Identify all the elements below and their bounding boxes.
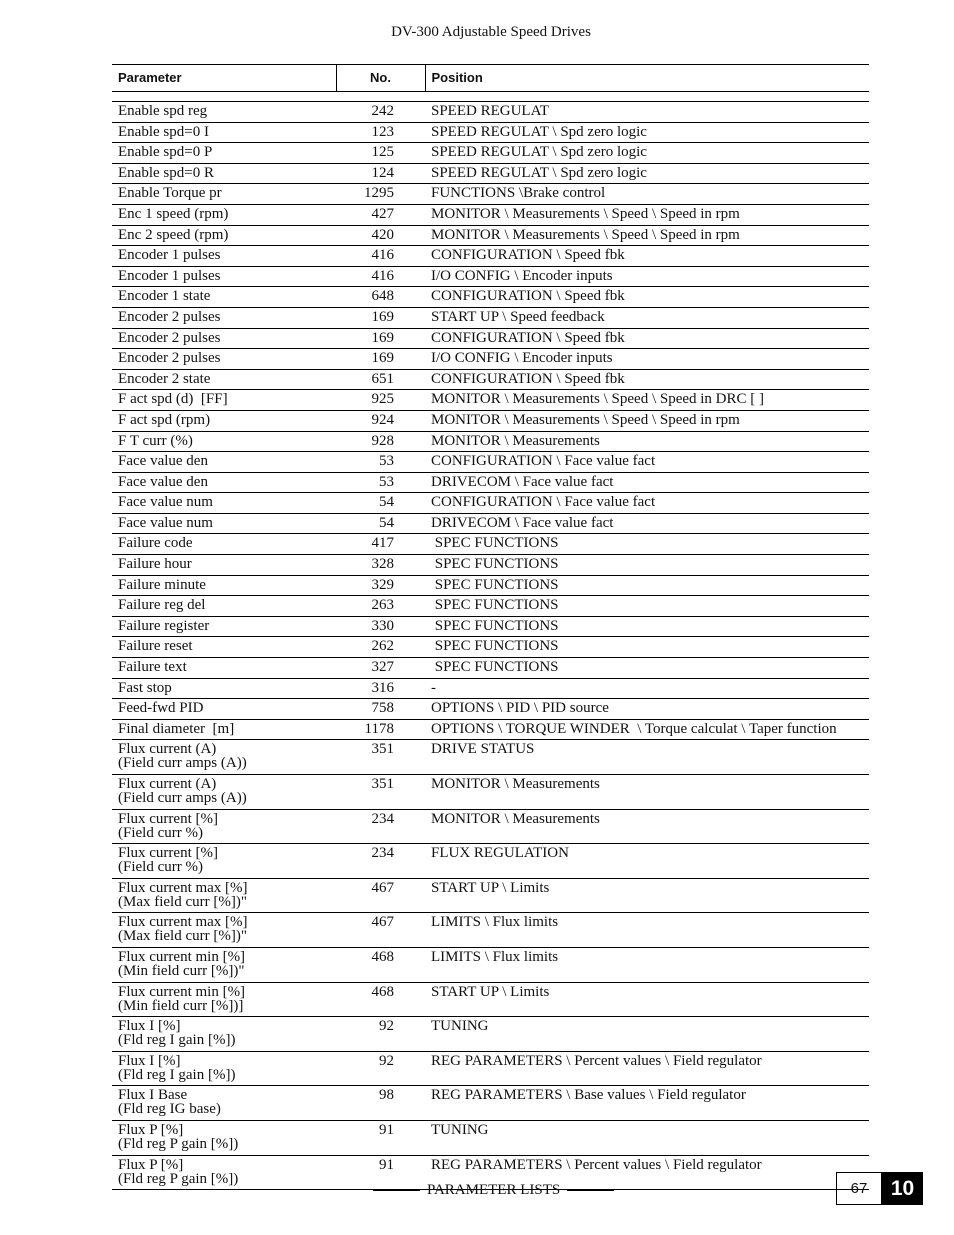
table-row bbox=[112, 410, 869, 431]
position-cell: OPTIONS \ PID \ PID source bbox=[425, 699, 869, 720]
number-cell: 91 bbox=[336, 1120, 425, 1155]
number-cell: 54 bbox=[336, 493, 425, 514]
number-cell: 328 bbox=[336, 555, 425, 576]
parameter-cell: Encoder 2 state bbox=[112, 369, 336, 390]
parameter-cell: Failure code bbox=[112, 534, 336, 555]
parameter-cell: Flux current [%] (Field curr %) bbox=[112, 844, 336, 879]
number-cell: 351 bbox=[336, 740, 425, 775]
position-cell: CONFIGURATION \ Speed fbk bbox=[425, 246, 869, 267]
number-cell: 1295 bbox=[336, 184, 425, 205]
number-cell: 169 bbox=[336, 307, 425, 328]
table-row bbox=[112, 719, 869, 740]
position-cell: MONITOR \ Measurements \ Speed \ Speed in rpm bbox=[425, 225, 869, 246]
number-cell: 467 bbox=[336, 913, 425, 948]
parameter-cell: Failure hour bbox=[112, 555, 336, 576]
table-row bbox=[112, 493, 869, 514]
parameter-cell: Failure reset bbox=[112, 637, 336, 658]
footer-rule-right bbox=[567, 1190, 614, 1191]
parameter-cell: Enable Torque pr bbox=[112, 184, 336, 205]
parameter-cell: Face value num bbox=[112, 493, 336, 514]
parameter-cell: F act spd (rpm) bbox=[112, 410, 336, 431]
table-row bbox=[112, 913, 869, 948]
parameter-cell: Failure minute bbox=[112, 575, 336, 596]
number-cell: 467 bbox=[336, 878, 425, 913]
position-cell: SPEC FUNCTIONS bbox=[425, 555, 869, 576]
number-cell: 124 bbox=[336, 163, 425, 184]
table-row bbox=[112, 184, 869, 205]
table-row bbox=[112, 699, 869, 720]
parameter-cell: Enc 1 speed (rpm) bbox=[112, 204, 336, 225]
position-cell: CONFIGURATION \ Face value fact bbox=[425, 452, 869, 473]
number-cell: 92 bbox=[336, 1051, 425, 1086]
column-header-position: Position bbox=[425, 65, 869, 92]
number-cell: 416 bbox=[336, 246, 425, 267]
number-cell: 329 bbox=[336, 575, 425, 596]
position-cell: MONITOR \ Measurements \ Speed \ Speed in rpm bbox=[425, 204, 869, 225]
table-row bbox=[112, 596, 869, 617]
table-row bbox=[112, 122, 869, 143]
table-row bbox=[112, 287, 869, 308]
parameter-cell: Encoder 2 pulses bbox=[112, 328, 336, 349]
table-row bbox=[112, 1017, 869, 1052]
table-row bbox=[112, 678, 869, 699]
parameter-cell: Enc 2 speed (rpm) bbox=[112, 225, 336, 246]
parameter-cell: Failure text bbox=[112, 658, 336, 679]
table-row bbox=[112, 947, 869, 982]
parameter-cell: Failure reg del bbox=[112, 596, 336, 617]
parameter-table bbox=[112, 64, 869, 1190]
number-cell: 651 bbox=[336, 369, 425, 390]
parameter-cell: Flux current min [%] (Min field curr [%])] bbox=[112, 982, 336, 1017]
position-cell: - bbox=[425, 678, 869, 699]
table-row bbox=[112, 266, 869, 287]
table-row bbox=[112, 307, 869, 328]
parameter-cell: Flux current (A) (Field curr amps (A)) bbox=[112, 740, 336, 775]
position-cell: I/O CONFIG \ Encoder inputs bbox=[425, 266, 869, 287]
number-cell: 925 bbox=[336, 390, 425, 411]
number-cell: 330 bbox=[336, 616, 425, 637]
position-cell: REG PARAMETERS \ Base values \ Field regulator bbox=[425, 1086, 869, 1121]
table-row bbox=[112, 637, 869, 658]
chapter-tab: 10 bbox=[882, 1172, 923, 1205]
position-cell: SPEC FUNCTIONS bbox=[425, 534, 869, 555]
table-row bbox=[112, 575, 869, 596]
number-cell: 468 bbox=[336, 982, 425, 1017]
position-cell: SPEED REGULAT \ Spd zero logic bbox=[425, 163, 869, 184]
number-cell: 234 bbox=[336, 844, 425, 879]
table-row bbox=[112, 246, 869, 267]
parameter-cell: Encoder 1 pulses bbox=[112, 246, 336, 267]
parameter-cell: Flux P [%] (Fld reg P gain [%]) bbox=[112, 1155, 336, 1190]
table-row bbox=[112, 163, 869, 184]
table-row bbox=[112, 658, 869, 679]
position-cell: FLUX REGULATION bbox=[425, 844, 869, 879]
table-row bbox=[112, 452, 869, 473]
position-cell: LIMITS \ Flux limits bbox=[425, 947, 869, 982]
parameter-cell: Encoder 2 pulses bbox=[112, 307, 336, 328]
number-cell: 758 bbox=[336, 699, 425, 720]
parameter-cell: Enable spd=0 I bbox=[112, 122, 336, 143]
position-cell: DRIVECOM \ Face value fact bbox=[425, 472, 869, 493]
position-cell: SPEC FUNCTIONS bbox=[425, 575, 869, 596]
number-cell: 316 bbox=[336, 678, 425, 699]
parameter-cell: Flux I [%] (Fld reg I gain [%]) bbox=[112, 1017, 336, 1052]
number-cell: 125 bbox=[336, 143, 425, 164]
position-cell: MONITOR \ Measurements \ Speed \ Speed in DRC [ ] bbox=[425, 390, 869, 411]
page-number: 67 bbox=[836, 1172, 882, 1205]
position-cell: TUNING bbox=[425, 1017, 869, 1052]
table-row bbox=[112, 349, 869, 370]
table-row bbox=[112, 1120, 869, 1155]
table-row bbox=[112, 513, 869, 534]
position-cell: START UP \ Limits bbox=[425, 982, 869, 1017]
number-cell: 468 bbox=[336, 947, 425, 982]
parameter-cell: F T curr (%) bbox=[112, 431, 336, 452]
number-cell: 169 bbox=[336, 349, 425, 370]
number-cell: 1178 bbox=[336, 719, 425, 740]
table-row bbox=[112, 844, 869, 879]
number-cell: 169 bbox=[336, 328, 425, 349]
parameter-cell: Flux P [%] (Fld reg P gain [%]) bbox=[112, 1120, 336, 1155]
number-cell: 123 bbox=[336, 122, 425, 143]
parameter-cell: Flux I Base (Fld reg IG base) bbox=[112, 1086, 336, 1121]
number-cell: 327 bbox=[336, 658, 425, 679]
number-cell: 92 bbox=[336, 1017, 425, 1052]
number-cell: 53 bbox=[336, 452, 425, 473]
position-cell: CONFIGURATION \ Speed fbk bbox=[425, 287, 869, 308]
number-cell: 648 bbox=[336, 287, 425, 308]
position-cell: START UP \ Speed feedback bbox=[425, 307, 869, 328]
number-cell: 417 bbox=[336, 534, 425, 555]
position-cell: SPEC FUNCTIONS bbox=[425, 616, 869, 637]
table-row bbox=[112, 328, 869, 349]
column-header-parameter: Parameter bbox=[112, 65, 336, 92]
position-cell: REG PARAMETERS \ Percent values \ Field regulator bbox=[425, 1155, 869, 1190]
number-cell: 924 bbox=[336, 410, 425, 431]
table-row bbox=[112, 102, 869, 123]
parameter-cell: Face value den bbox=[112, 472, 336, 493]
number-cell: 263 bbox=[336, 596, 425, 617]
table-row bbox=[112, 204, 869, 225]
number-cell: 262 bbox=[336, 637, 425, 658]
position-cell: FUNCTIONS \Brake control bbox=[425, 184, 869, 205]
footer-rule-left bbox=[373, 1190, 420, 1191]
position-cell: SPEC FUNCTIONS bbox=[425, 658, 869, 679]
position-cell: MONITOR \ Measurements bbox=[425, 431, 869, 452]
position-cell: I/O CONFIG \ Encoder inputs bbox=[425, 349, 869, 370]
number-cell: 91 bbox=[336, 1155, 425, 1190]
position-cell: SPEED REGULAT \ Spd zero logic bbox=[425, 143, 869, 164]
parameter-cell: Flux current max [%] (Max field curr [%])" bbox=[112, 878, 336, 913]
parameter-cell: Encoder 1 pulses bbox=[112, 266, 336, 287]
number-cell: 98 bbox=[336, 1086, 425, 1121]
number-cell: 420 bbox=[336, 225, 425, 246]
number-cell: 928 bbox=[336, 431, 425, 452]
table-row bbox=[112, 225, 869, 246]
parameter-cell: Feed-fwd PID bbox=[112, 699, 336, 720]
position-cell: TUNING bbox=[425, 1120, 869, 1155]
position-cell: MONITOR \ Measurements \ Speed \ Speed in rpm bbox=[425, 410, 869, 431]
position-cell: MONITOR \ Measurements bbox=[425, 775, 869, 810]
parameter-cell: Flux current [%] (Field curr %) bbox=[112, 809, 336, 844]
page-header: DV-300 Adjustable Speed Drives bbox=[391, 24, 591, 40]
table-row bbox=[112, 775, 869, 810]
position-cell: CONFIGURATION \ Speed fbk bbox=[425, 369, 869, 390]
parameter-cell: Encoder 2 pulses bbox=[112, 349, 336, 370]
table-row bbox=[112, 143, 869, 164]
number-cell: 351 bbox=[336, 775, 425, 810]
table-row bbox=[112, 1086, 869, 1121]
header-spacer bbox=[112, 92, 869, 102]
parameter-cell: Flux current min [%] (Min field curr [%])" bbox=[112, 947, 336, 982]
number-cell: 234 bbox=[336, 809, 425, 844]
position-cell: LIMITS \ Flux limits bbox=[425, 913, 869, 948]
table-row bbox=[112, 616, 869, 637]
parameter-cell: Encoder 1 state bbox=[112, 287, 336, 308]
number-cell: 54 bbox=[336, 513, 425, 534]
table-header-row bbox=[112, 65, 869, 92]
number-cell: 427 bbox=[336, 204, 425, 225]
table-row bbox=[112, 555, 869, 576]
position-cell: SPEED REGULAT \ Spd zero logic bbox=[425, 122, 869, 143]
parameter-cell: F act spd (d) [FF] bbox=[112, 390, 336, 411]
table-row bbox=[112, 390, 869, 411]
parameter-cell: Final diameter [m] bbox=[112, 719, 336, 740]
table-row bbox=[112, 740, 869, 775]
position-cell: START UP \ Limits bbox=[425, 878, 869, 913]
table-row bbox=[112, 1051, 869, 1086]
position-cell: SPEED REGULAT bbox=[425, 102, 869, 123]
parameter-cell: Flux I [%] (Fld reg I gain [%]) bbox=[112, 1051, 336, 1086]
parameter-cell: Enable spd=0 R bbox=[112, 163, 336, 184]
parameter-cell: Flux current (A) (Field curr amps (A)) bbox=[112, 775, 336, 810]
table-row bbox=[112, 878, 869, 913]
parameter-cell: Enable spd reg bbox=[112, 102, 336, 123]
parameter-cell: Fast stop bbox=[112, 678, 336, 699]
table-row bbox=[112, 431, 869, 452]
number-cell: 416 bbox=[336, 266, 425, 287]
position-cell: CONFIGURATION \ Speed fbk bbox=[425, 328, 869, 349]
position-cell: REG PARAMETERS \ Percent values \ Field regulator bbox=[425, 1051, 869, 1086]
position-cell: SPEC FUNCTIONS bbox=[425, 637, 869, 658]
column-header-number: No. bbox=[336, 65, 425, 92]
number-cell: 242 bbox=[336, 102, 425, 123]
footer-section-label: PARAMETER LISTS bbox=[427, 1182, 561, 1198]
parameter-cell: Face value num bbox=[112, 513, 336, 534]
position-cell: DRIVE STATUS bbox=[425, 740, 869, 775]
position-cell: DRIVECOM \ Face value fact bbox=[425, 513, 869, 534]
table-row bbox=[112, 369, 869, 390]
position-cell: CONFIGURATION \ Face value fact bbox=[425, 493, 869, 514]
table-row bbox=[112, 472, 869, 493]
position-cell: OPTIONS \ TORQUE WINDER \ Torque calculat \ Taper function bbox=[425, 719, 869, 740]
number-cell: 53 bbox=[336, 472, 425, 493]
footer-section-title bbox=[366, 1182, 621, 1199]
table-row bbox=[112, 982, 869, 1017]
position-cell: MONITOR \ Measurements bbox=[425, 809, 869, 844]
table-row bbox=[112, 809, 869, 844]
parameter-cell: Enable spd=0 P bbox=[112, 143, 336, 164]
table-row bbox=[112, 534, 869, 555]
parameter-cell: Flux current max [%] (Max field curr [%])" bbox=[112, 913, 336, 948]
parameter-cell: Failure register bbox=[112, 616, 336, 637]
position-cell: SPEC FUNCTIONS bbox=[425, 596, 869, 617]
parameter-cell: Face value den bbox=[112, 452, 336, 473]
